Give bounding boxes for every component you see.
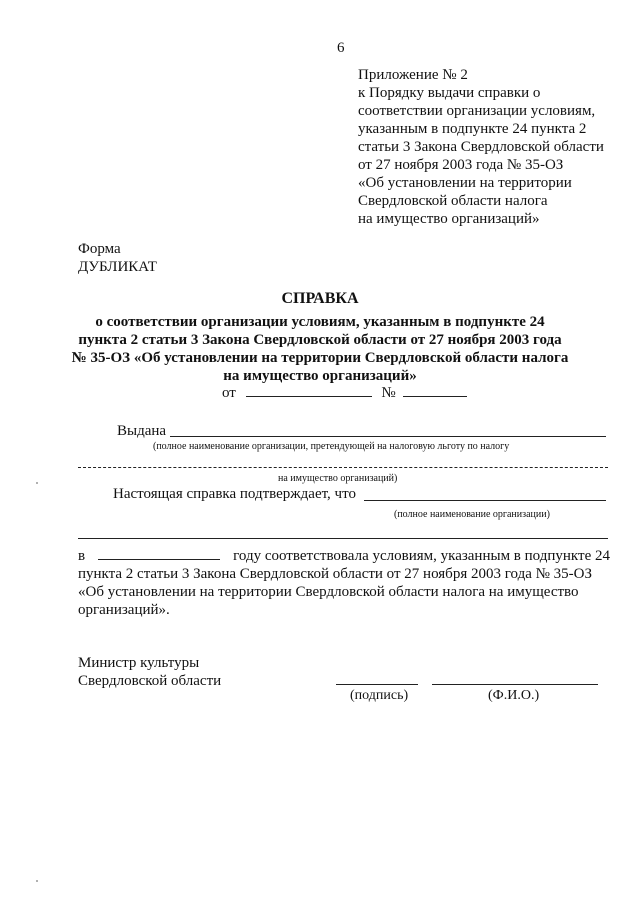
- issued-hint-2: на имущество организаций): [278, 473, 398, 484]
- body-in-label: в: [78, 548, 86, 564]
- page-number: 6: [337, 40, 345, 56]
- signature-label: (подпись): [350, 688, 409, 703]
- signature-field[interactable]: [336, 684, 418, 685]
- appendix-line: Свердловской области налога: [358, 193, 548, 209]
- body-line-3: [78, 583, 610, 601]
- signature-position: [78, 654, 221, 690]
- position-line-1: Министр культуры: [78, 655, 200, 671]
- subtitle-line: пункта 2 статьи 3 Закона Свердловской области от 27 ноября 2003 года: [78, 332, 562, 348]
- from-label: от: [222, 385, 236, 401]
- body-paragraph: [78, 547, 610, 619]
- form-label-block: [78, 240, 157, 276]
- name-field[interactable]: [432, 684, 598, 685]
- issued-field-continued[interactable]: [78, 467, 608, 468]
- issued-label: Выдана: [117, 423, 167, 439]
- confirm-label: Настоящая справка подтверждает, что: [113, 486, 356, 502]
- confirm-field[interactable]: [364, 500, 606, 501]
- number-field[interactable]: [403, 384, 467, 397]
- appendix-line: от 27 ноября 2003 года № 35-ОЗ: [358, 157, 564, 173]
- certificate-subtitle: [60, 313, 580, 385]
- subtitle-line: № 35-ОЗ «Об установлении на территории Свердловской области налога: [71, 350, 569, 366]
- body-line-3-text: «Об установлении на территории Свердловской области налога на имущество: [78, 584, 579, 600]
- scan-dot: [36, 482, 38, 484]
- appendix-line: соответствии организации условиям,: [358, 103, 596, 119]
- appendix-header: [358, 66, 604, 228]
- subtitle-line: на имущество организаций»: [223, 368, 417, 384]
- body-line-2-text: пункта 2 статьи 3 Закона Свердловской области от 27 ноября 2003 года № 35-ОЗ: [78, 566, 593, 582]
- body-line-1-text: году соответствовала условиям, указанным в подпункте 24: [233, 548, 610, 564]
- body-line-1: [78, 547, 610, 565]
- position-line-2: Свердловской области: [78, 673, 222, 689]
- name-label: (Ф.И.О.): [488, 688, 540, 703]
- form-label: Форма: [78, 241, 121, 257]
- body-line-2: [78, 565, 610, 583]
- appendix-line: статьи 3 Закона Свердловской области: [358, 139, 604, 155]
- issued-hint: (полное наименование организации, претендующей на налоговую льготу по налогу: [153, 441, 510, 452]
- appendix-line: указанным в подпункте 24 пункта 2: [358, 121, 587, 137]
- appendix-line: «Об установлении на территории: [358, 175, 572, 191]
- appendix-line: Приложение № 2: [358, 67, 468, 83]
- appendix-line: на имущество организаций»: [358, 211, 540, 227]
- scan-dot: [36, 880, 38, 882]
- body-line-4: организаций».: [78, 602, 170, 618]
- appendix-line: к Порядку выдачи справки о: [358, 85, 541, 101]
- date-number-row: [222, 384, 467, 402]
- date-field[interactable]: [246, 384, 372, 397]
- year-field[interactable]: [98, 547, 220, 560]
- subtitle-line: о соответствии организации условиям, указанным в подпункте 24: [95, 314, 545, 330]
- number-label: №: [381, 385, 396, 401]
- confirm-hint: (полное наименование организации): [394, 509, 550, 520]
- confirm-field-continued[interactable]: [78, 538, 608, 539]
- issued-field[interactable]: [170, 436, 606, 437]
- duplicate-label: ДУБЛИКАТ: [78, 259, 157, 275]
- certificate-title: СПРАВКА: [281, 290, 359, 307]
